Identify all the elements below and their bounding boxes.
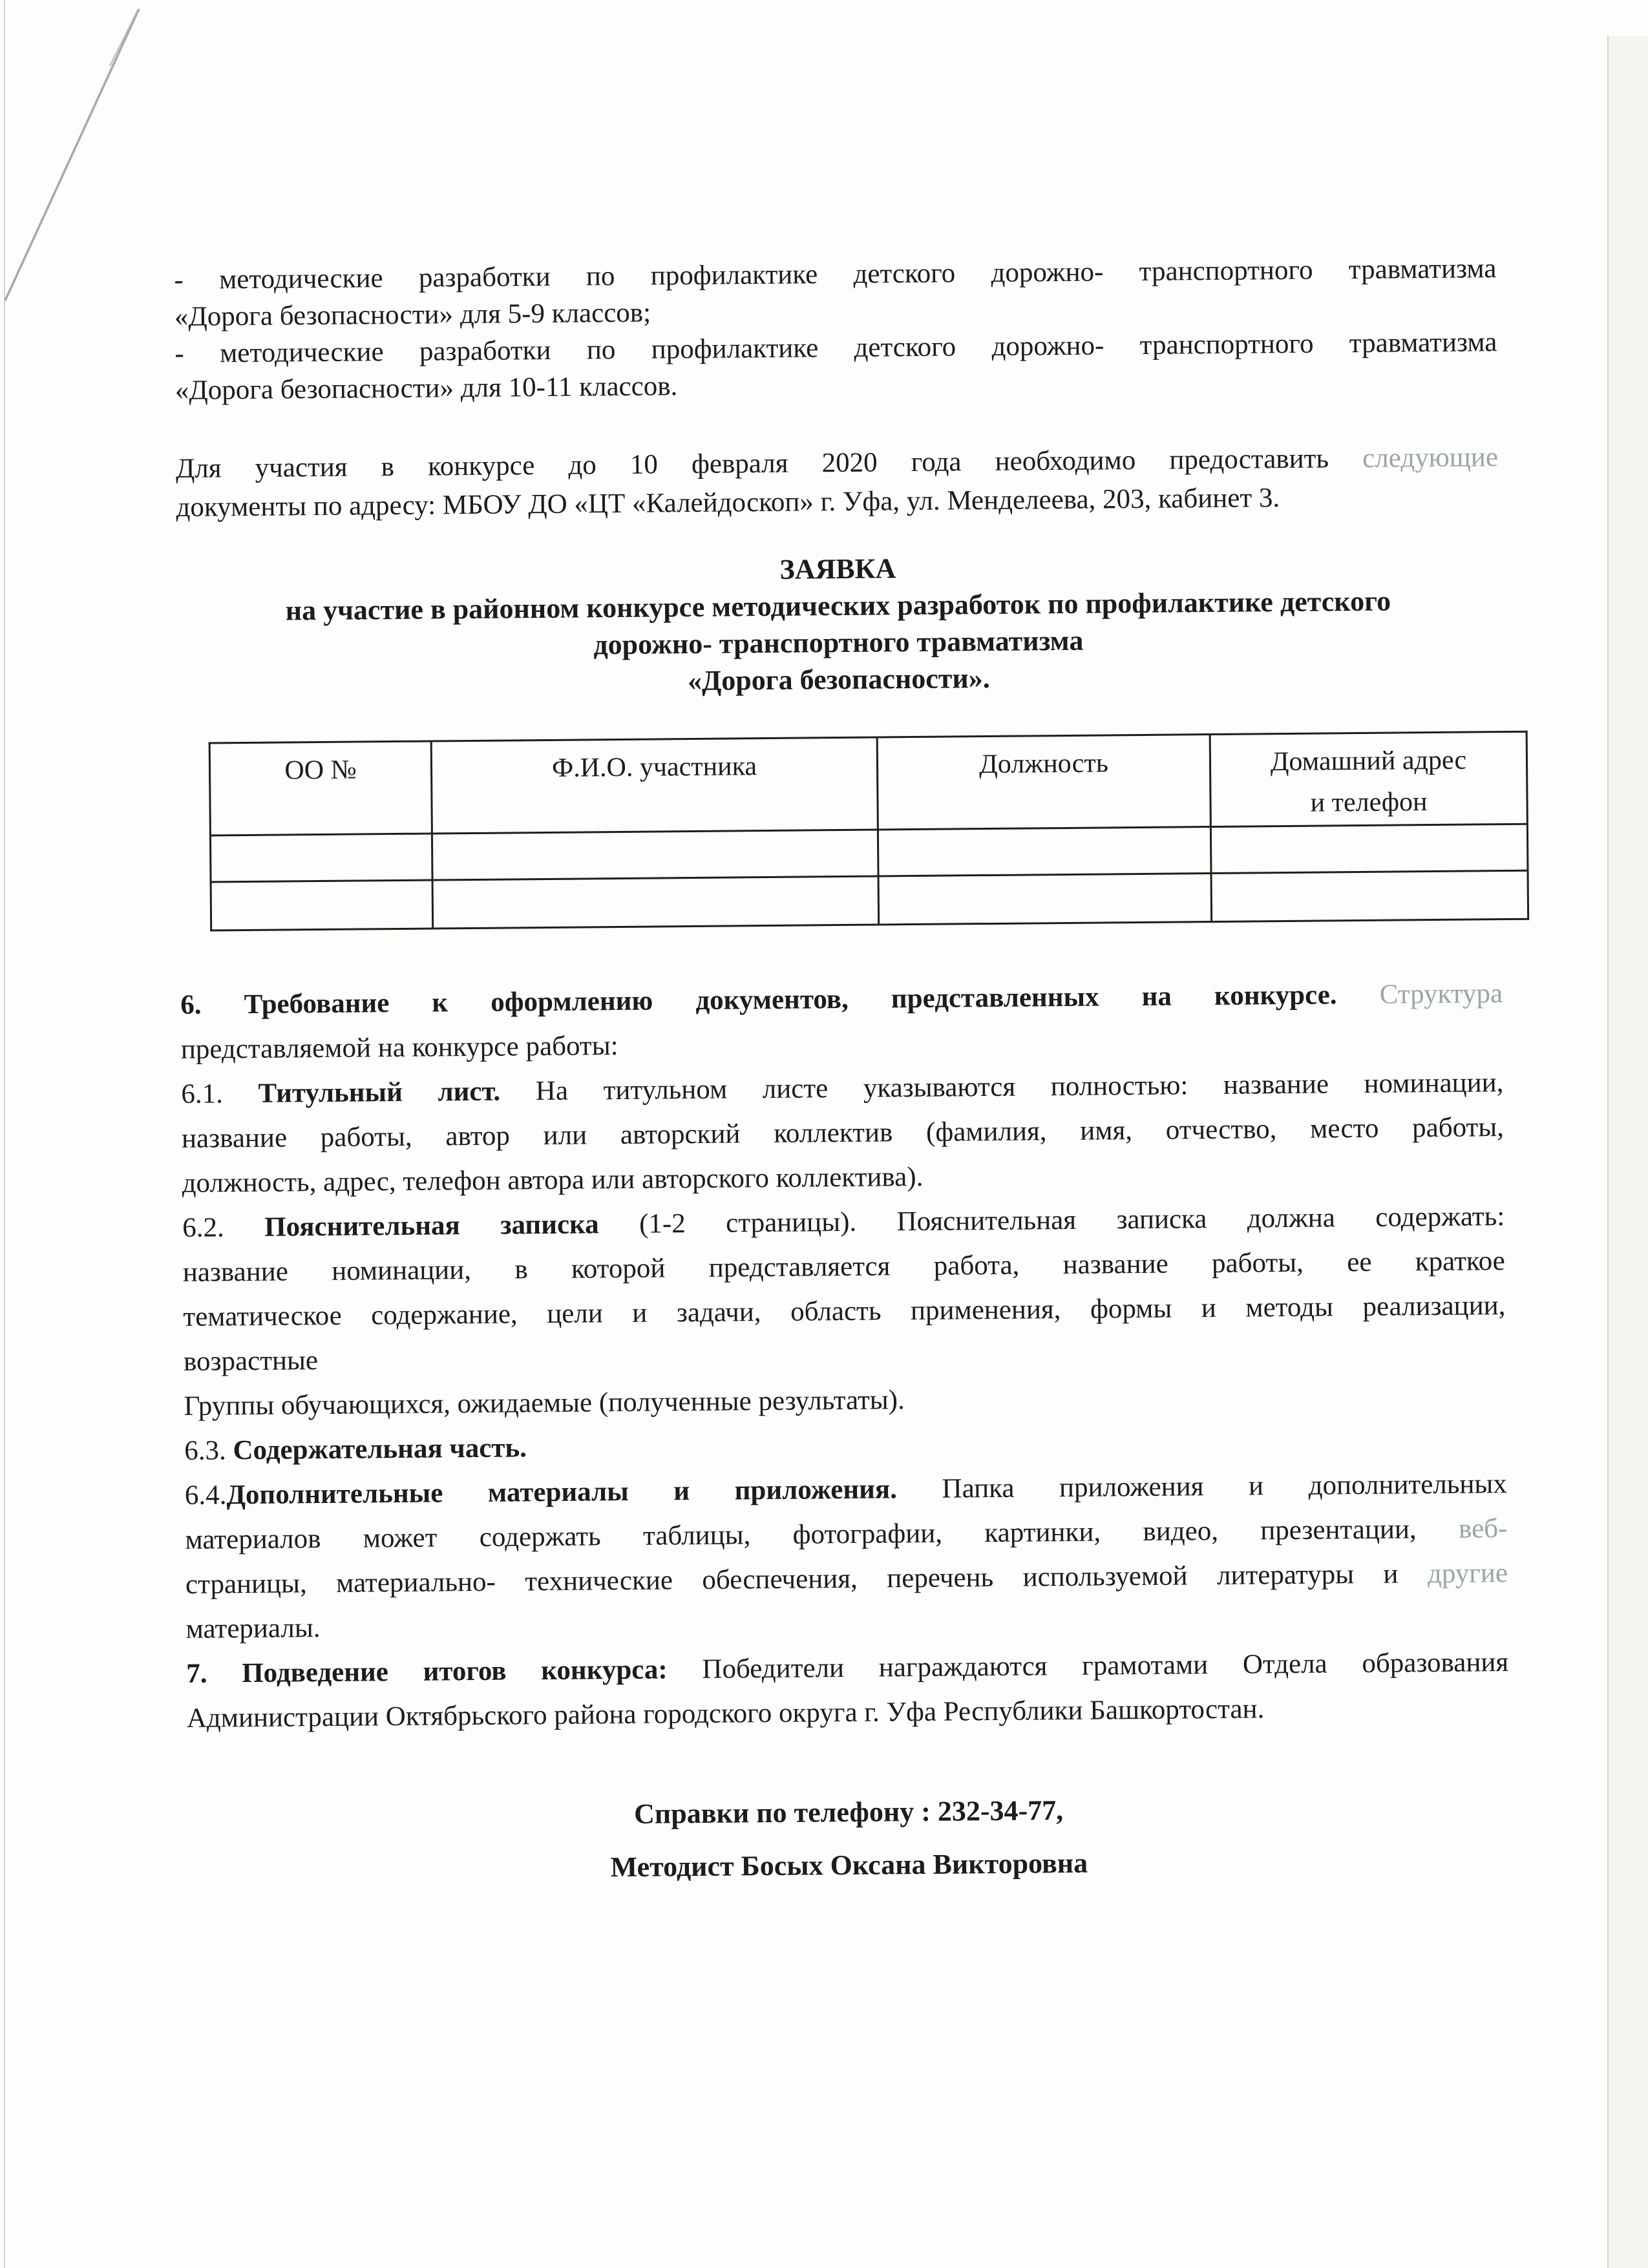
table-cell	[432, 830, 878, 880]
bullet1-line1: - методические разработки по профилактике детского дорожно- транспортного травматизма	[174, 253, 1497, 295]
table-header-address-line1: Домашний адрес	[1270, 745, 1467, 777]
contact-info	[187, 1780, 1510, 1898]
table-cell	[878, 874, 1212, 925]
section61-line3: должность, адрес, телефон автора или авторского коллектива).	[182, 1161, 924, 1199]
submission-faded-word: следующие	[1362, 442, 1499, 474]
section62-text: (1-2 страницы). Пояснительная записка должна содержать:	[598, 1201, 1505, 1240]
section62-line3: тематическое содержание, цели и задачи, область применения, формы и методы реализации,	[183, 1290, 1506, 1332]
bullet2-line1: - методические разработки по профилактике детского дорожно- транспортного травматизма	[174, 327, 1497, 369]
application-subtitle-line3: «Дорога безопасности».	[687, 662, 990, 697]
table-cell	[878, 827, 1211, 876]
table-header-participant-name: Ф.И.О. участника	[431, 737, 878, 834]
section62-number: 6.2.	[182, 1212, 265, 1243]
table-cell	[432, 876, 879, 929]
submission-line1-text: Для участия в конкурсе до 10 февраля 2020 года необходимо предоставить	[175, 443, 1329, 484]
scan-edge-right-strip	[1607, 36, 1648, 2268]
table-header-oo-number: ОО №	[209, 741, 432, 835]
application-subtitle-line2: дорожно- транспортного травматизма	[593, 624, 1084, 661]
table-cell	[1211, 870, 1528, 921]
bullet1-line2: «Дорога безопасности» для 5-9 классов;	[174, 297, 651, 332]
application-subtitle-line1: на участие в районном конкурсе методических разработок по профилактике детского	[285, 585, 1391, 627]
section62-heading: Пояснительная записка	[264, 1209, 599, 1243]
section63-heading: Содержательная часть.	[233, 1433, 527, 1466]
application-table	[209, 731, 1529, 932]
section62-line4: возрастные	[183, 1345, 319, 1377]
section61-text: На титульном листе указываются полностью: название номинации,	[500, 1067, 1504, 1107]
section64-line3-text: страницы, материально- технические обеспечения, перечень используемой литературы и	[185, 1559, 1399, 1600]
section6-heading: 6. Требование к оформлению документов, представленных на конкурсе.	[180, 980, 1337, 1020]
section61-heading: Титульный лист.	[258, 1076, 501, 1109]
document-content	[172, 0, 1514, 2268]
section64-line4: материалы.	[185, 1613, 321, 1644]
section64-faded-word1: веб-	[1458, 1513, 1508, 1544]
section64-text: Папка приложения и дополнительных	[896, 1469, 1507, 1505]
section61-number: 6.1.	[181, 1078, 259, 1109]
table-cell	[211, 880, 433, 930]
table-header-row	[209, 731, 1527, 835]
section61-line2: название работы, автор или авторский коллектив (фамилия, имя, отчество, место работы,	[181, 1112, 1505, 1154]
table-header-address-phone	[1210, 731, 1527, 826]
requirements-section	[180, 971, 1509, 1741]
table-cell	[210, 834, 432, 882]
section63-number: 6.3.	[184, 1435, 233, 1466]
section64-line2-text: материалов может содержать таблицы, фотографии, картинки, видео, презентации,	[185, 1514, 1417, 1555]
contact-phone-line: Справки по телефону : 232-34-77,	[633, 1794, 1064, 1830]
table-header-address-line2: и телефон	[1310, 787, 1428, 818]
application-heading	[176, 545, 1500, 704]
scan-scratch-mark	[0, 0, 168, 317]
submission-line2: документы по адресу: МБОУ ДО «ЦТ «Калейдоскоп» г. Уфа, ул. Менделеева, 203, кабинет 3.	[176, 483, 1280, 523]
table-header-position: Должность	[877, 735, 1210, 830]
section64-number: 6.4.	[184, 1480, 227, 1511]
bullet2-line2: «Дорога безопасности» для 10-11 классов.	[174, 371, 678, 406]
section6-faded-word: Структура	[1379, 978, 1503, 1010]
section62-line5: Группы обучающихся, ожидаемые (полученные результаты).	[184, 1385, 905, 1422]
section7-line2: Администрации Октябрьского района городского округа г. Уфа Республики Башкортостан.	[186, 1694, 1265, 1734]
section7-text: Победители награждаются грамотами Отдела образования	[667, 1647, 1509, 1685]
scan-edge-left-line	[4, 0, 5, 2268]
section64-faded-word2: другие	[1427, 1558, 1508, 1590]
section64-heading: Дополнительные материалы и приложения.	[226, 1474, 898, 1511]
table-cell	[1210, 824, 1528, 873]
contact-person-line: Методист Босых Оксана Викторовна	[610, 1847, 1088, 1884]
section62-line2: название номинации, в которой представляется работа, название работы, ее краткое	[182, 1246, 1505, 1288]
section7-heading: 7. Подведение итогов конкурса:	[186, 1654, 668, 1689]
submission-paragraph	[176, 438, 1499, 527]
intro-bullet-list	[174, 250, 1497, 409]
application-title: ЗАЯВКА	[779, 552, 896, 585]
section6-line2: представляемой на конкурсе работы:	[180, 1031, 618, 1065]
